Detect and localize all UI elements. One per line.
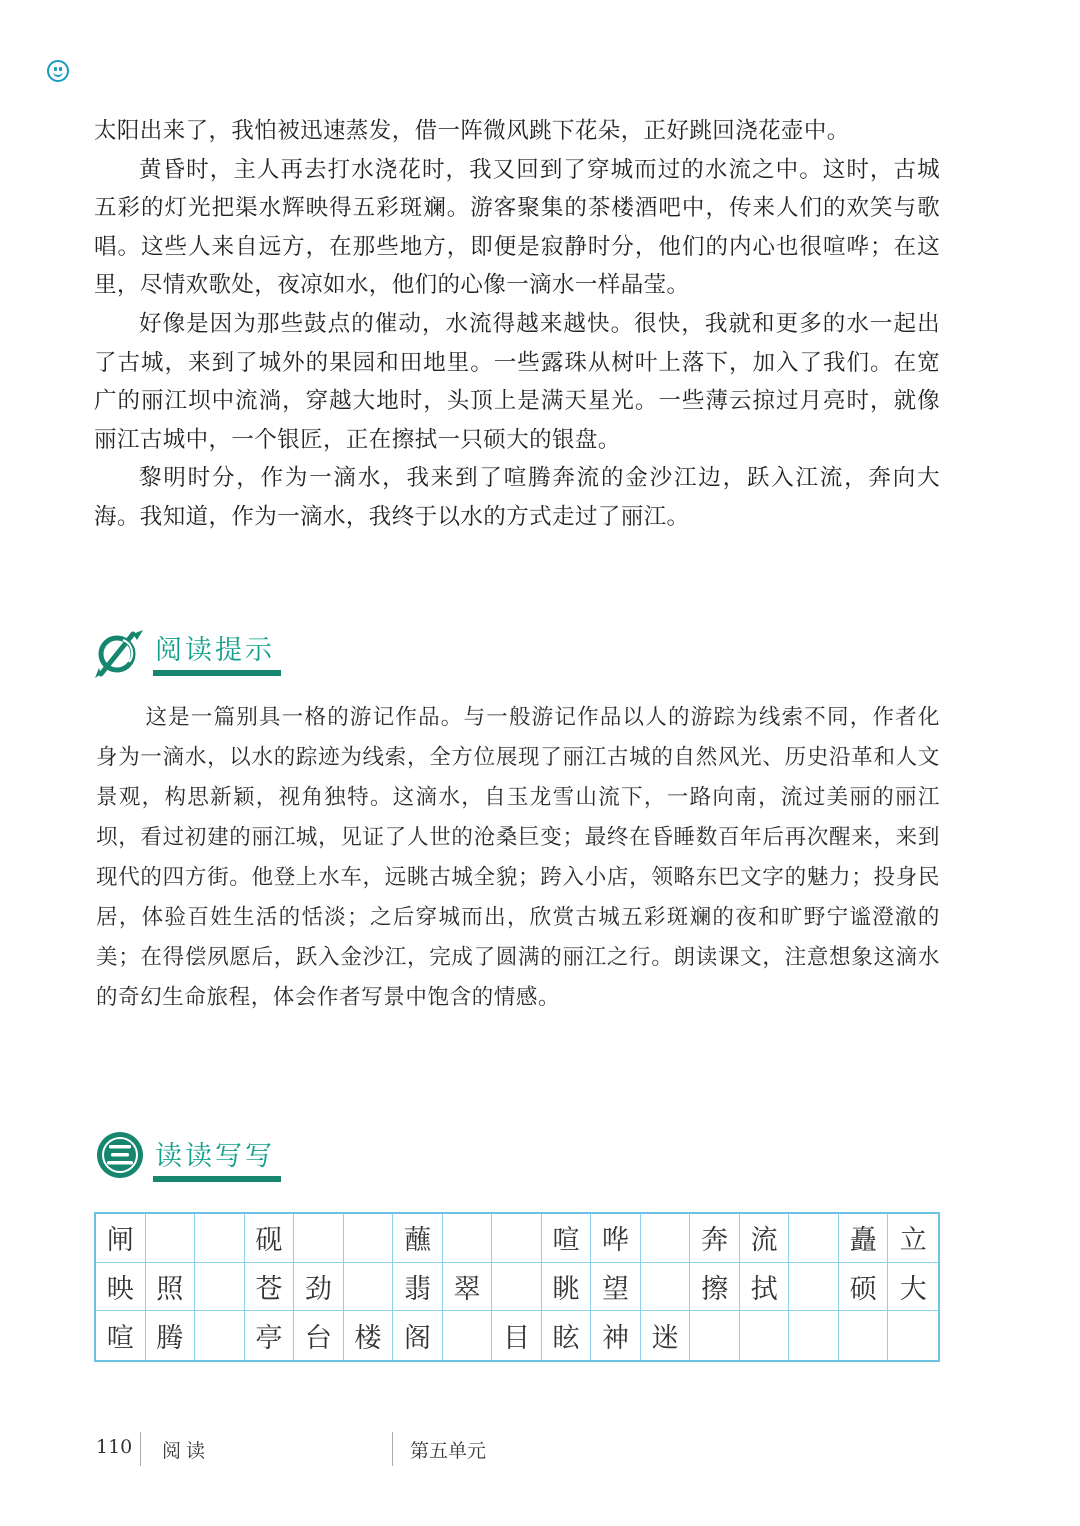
grid-cell: 闸 — [96, 1214, 146, 1263]
title-underline — [153, 670, 281, 676]
grid-cell: 拭 — [740, 1263, 790, 1312]
reading-tip-title: 阅读提示 — [155, 635, 275, 666]
grid-cell — [839, 1311, 889, 1360]
paragraph: 黎明时分，作为一滴水，我来到了喧腾奔流的金沙江边，跃入江流，奔向大海。我知道，作为一滴水，我终于以水的方式走过了丽江。 — [94, 465, 940, 530]
grid-cell — [641, 1214, 691, 1263]
grid-cell — [789, 1263, 839, 1312]
grid-cell: 亭 — [245, 1311, 295, 1360]
reading-tip-header — [93, 622, 413, 682]
grid-cell: 目 — [492, 1311, 542, 1360]
read-write-title: 读读写写 — [155, 1141, 275, 1172]
grid-cell: 阁 — [393, 1311, 443, 1360]
grid-cell: 蘸 — [393, 1214, 443, 1263]
footer-unit: 第五单元 — [410, 1440, 487, 1462]
grid-cell: 立 — [888, 1214, 938, 1263]
grid-cell: 迷 — [641, 1311, 691, 1360]
grid-cell: 映 — [96, 1263, 146, 1312]
grid-cell: 砚 — [245, 1214, 295, 1263]
title-underline — [153, 1176, 281, 1182]
grid-cell: 照 — [146, 1263, 196, 1312]
grid-cell — [888, 1311, 938, 1360]
page-number: 110 — [96, 1436, 133, 1458]
grid-cell: 眺 — [542, 1263, 592, 1312]
grid-cell: 神 — [591, 1311, 641, 1360]
page-footer — [0, 1432, 1080, 1472]
divider — [392, 1432, 393, 1466]
grid-cell: 翠 — [443, 1263, 493, 1312]
grid-cell — [740, 1311, 790, 1360]
grid-cell: 擦 — [690, 1263, 740, 1312]
grid-cell: 喧 — [96, 1311, 146, 1360]
grid-cell: 眩 — [542, 1311, 592, 1360]
grid-cell — [492, 1214, 542, 1263]
paragraph: 太阳出来了，我怕被迅速蒸发，借一阵微风跳下花朵，正好跳回浇花壶中。 — [94, 118, 850, 144]
grid-cell — [195, 1311, 245, 1360]
grid-cell: 劲 — [294, 1263, 344, 1312]
grid-cell — [443, 1214, 493, 1263]
body-text — [94, 112, 940, 537]
grid-cell — [690, 1311, 740, 1360]
footer-part: 阅读 — [162, 1440, 211, 1462]
grid-cell — [195, 1214, 245, 1263]
character-grid — [94, 1212, 940, 1362]
grid-cell: 哗 — [591, 1214, 641, 1263]
grid-cell: 苍 — [245, 1263, 295, 1312]
grid-cell: 翡 — [393, 1263, 443, 1312]
grid-cell: 奔 — [690, 1214, 740, 1263]
list-icon — [95, 1130, 145, 1180]
grid-cell: 矗 — [839, 1214, 889, 1263]
reading-tip-icon — [93, 626, 149, 682]
read-write-header — [93, 1128, 413, 1188]
smiley-icon — [47, 60, 69, 82]
grid-cell: 腾 — [146, 1311, 196, 1360]
grid-cell — [146, 1214, 196, 1263]
reading-tip-text: 这是一篇别具一格的游记作品。与一般游记作品以人的游踪为线索不同，作者化身为一滴水，以水的踪迹为线索，全方位展现了丽江古城的自然风光、历史沿革和人文景观，构思新颖，视角独特。这滴水，自玉龙雪山流下，一路向南，流过美丽的丽江坝，看过初建的丽江城，见证了人世的沧桑巨变；最终在昏睡数百年后再次醒来，来到现代的四方街。他登上水车，远眺古城全貌；跨入小店，领略东巴文字的魅力；投身民居，体验百姓生活的恬淡；之后穿城而出，欣赏古城五彩斑斓的夜和旷野宁谧澄澈的美；在得偿夙愿后，跃入金沙江，完成了圆满的丽江之行。朗读课文，注意想象这滴水的奇幻生命旅程，体会作者写景中饱含的情感。 — [96, 705, 940, 1010]
grid-cell — [294, 1214, 344, 1263]
grid-cell: 大 — [888, 1263, 938, 1312]
grid-cell: 硕 — [839, 1263, 889, 1312]
grid-cell — [789, 1311, 839, 1360]
grid-cell: 楼 — [344, 1311, 394, 1360]
paragraph: 好像是因为那些鼓点的催动，水流得越来越快。很快，我就和更多的水一起出了古城，来到了城外的果园和田地里。一些露珠从树叶上落下，加入了我们。在宽广的丽江坝中流淌，穿越大地时，头顶上是满天星光。一些薄云掠过月亮时，就像丽江古城中，一个银匠，正在擦拭一只硕大的银盘。 — [94, 310, 940, 453]
grid-cell: 台 — [294, 1311, 344, 1360]
grid-cell — [789, 1214, 839, 1263]
grid-cell — [443, 1311, 493, 1360]
divider — [140, 1432, 141, 1466]
grid-cell — [641, 1263, 691, 1312]
grid-cell: 喧 — [542, 1214, 592, 1263]
grid-cell — [344, 1214, 394, 1263]
paragraph: 黄昏时，主人再去打水浇花时，我又回到了穿城而过的水流之中。这时，古城五彩的灯光把渠水辉映得五彩斑斓。游客聚集的茶楼酒吧中，传来人们的欢笑与歌唱。这些人来自远方，在那些地方，即便是寂静时分，他们的内心也很喧哗；在这里，尽情欢歌处，夜凉如水，他们的心像一滴水一样晶莹。 — [94, 156, 940, 299]
grid-cell: 望 — [591, 1263, 641, 1312]
grid-cell: 流 — [740, 1214, 790, 1263]
grid-cell — [492, 1263, 542, 1312]
grid-cell — [344, 1263, 394, 1312]
grid-cell — [195, 1263, 245, 1312]
